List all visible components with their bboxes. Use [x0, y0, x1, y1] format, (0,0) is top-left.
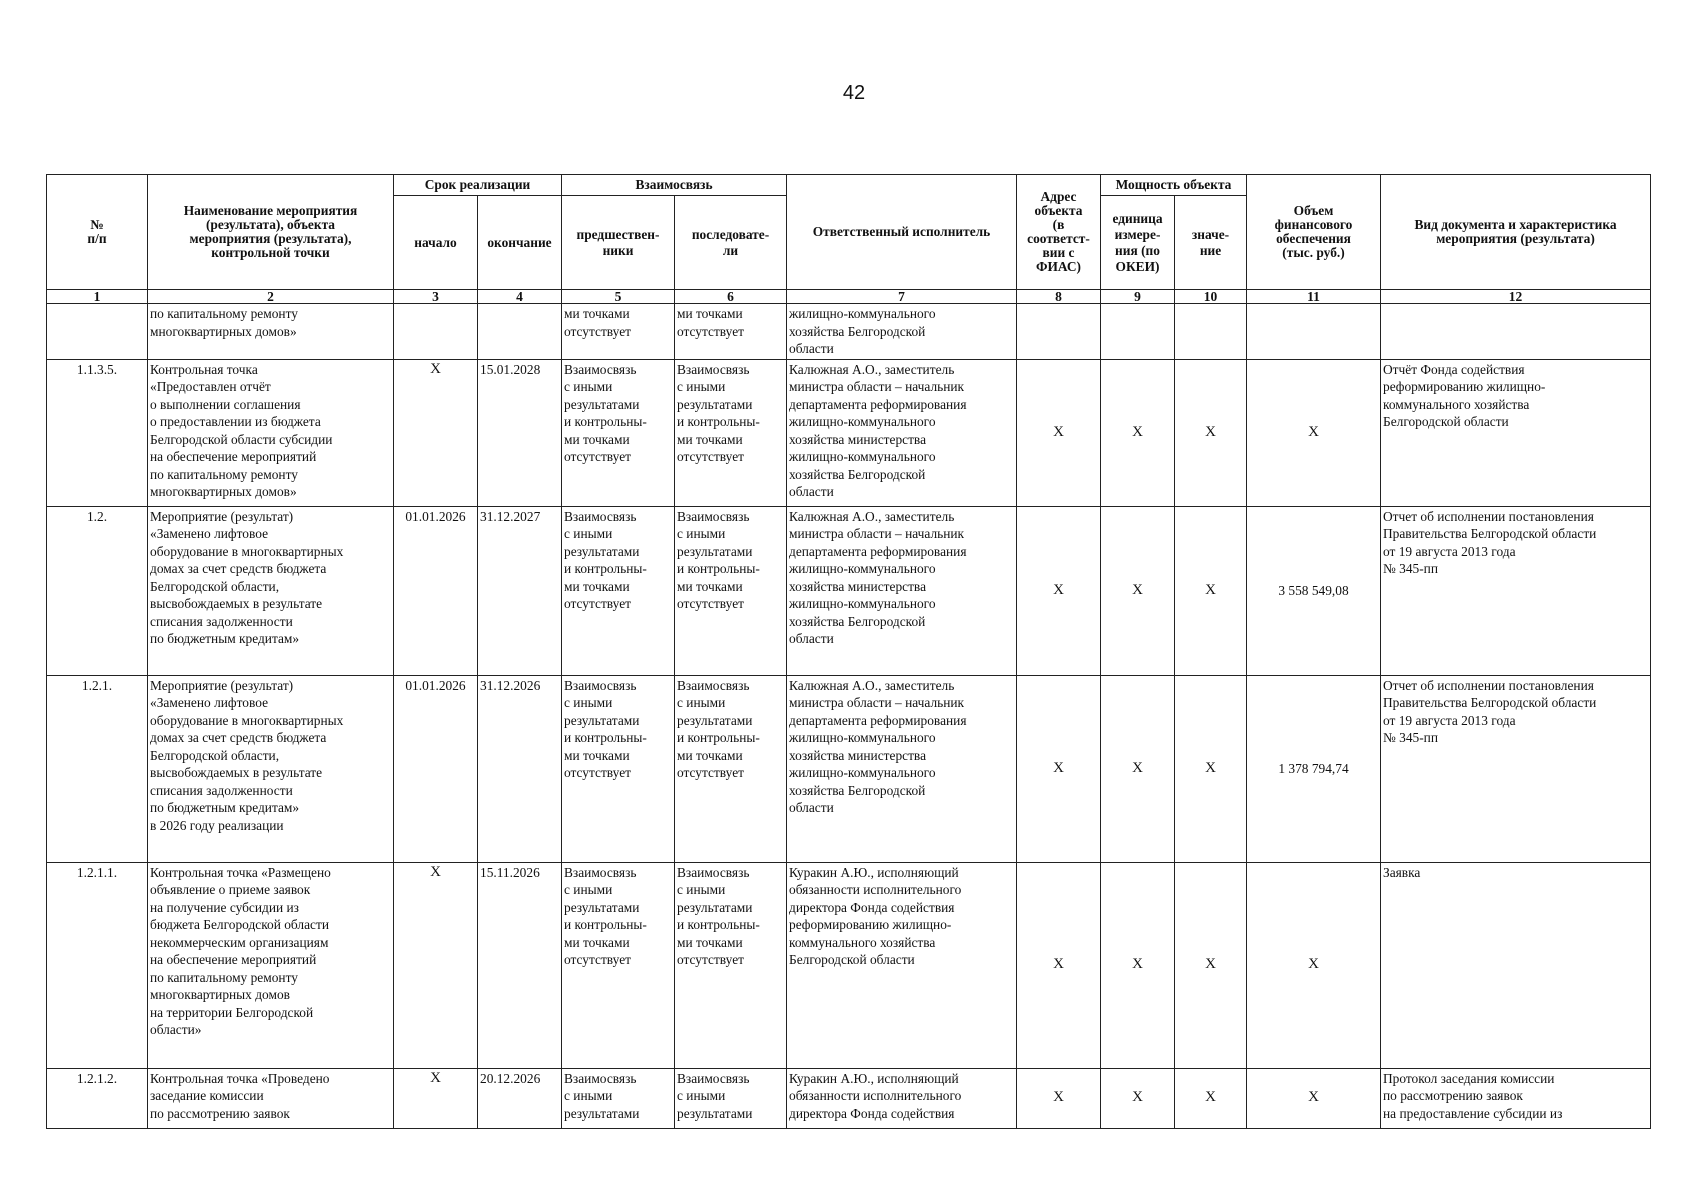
row-executor: Калюжная А.О., заместитель министра области – начальник департамента реформирования жилищно-коммунального хозяйства министерства жилищно-коммунального хозяйства Белгородской области	[787, 506, 1017, 675]
row-end: 31.12.2026	[478, 675, 562, 862]
row-successors: Взаимосвязь с иными результатами	[675, 1068, 787, 1128]
col-number: 11	[1247, 290, 1381, 304]
row-finance: 1 378 794,74	[1247, 675, 1381, 862]
header-name: Наименование мероприятия (результата), объекта мероприятия (результата), контрольной точки	[148, 175, 394, 290]
row-unit: X	[1101, 359, 1175, 506]
header-value: значе- ние	[1175, 196, 1247, 290]
row-name: по капитальному ремонту многоквартирных домов»	[148, 304, 394, 360]
row-unit: X	[1101, 1068, 1175, 1128]
row-num	[47, 304, 148, 360]
row-name: Мероприятие (результат) «Заменено лифтовое оборудование в многоквартирных домах за счет средств бюджета Белгородской области, высвобождаемых в результате списания задолженности по бюджетным кредитам»	[148, 506, 394, 675]
row-num: 1.2.	[47, 506, 148, 675]
header-num: № п/п	[47, 175, 148, 290]
row-start: X	[394, 1068, 478, 1128]
row-finance	[1247, 304, 1381, 360]
row-predecessors: Взаимосвязь с иными результатами и контрольны- ми точками отсутствует	[562, 862, 675, 1068]
col-number: 6	[675, 290, 787, 304]
row-doc: Отчет об исполнении постановления Правительства Белгородской области от 19 августа 2013 года № 345-пп	[1381, 506, 1651, 675]
row-predecessors: ми точками отсутствует	[562, 304, 675, 360]
row-predecessors: Взаимосвязь с иными результатами и контрольны- ми точками отсутствует	[562, 675, 675, 862]
header-capacity-group: Мощность объекта	[1101, 175, 1247, 196]
col-number: 10	[1175, 290, 1247, 304]
row-unit: X	[1101, 862, 1175, 1068]
header-end: окончание	[478, 196, 562, 290]
row-end: 15.11.2026	[478, 862, 562, 1068]
table-row	[47, 1068, 1651, 1128]
row-value: X	[1175, 1068, 1247, 1128]
table-row	[47, 506, 1651, 675]
row-start	[394, 304, 478, 360]
row-num: 1.1.3.5.	[47, 359, 148, 506]
header-successors: последовате- ли	[675, 196, 787, 290]
row-end: 20.12.2026	[478, 1068, 562, 1128]
row-successors: Взаимосвязь с иными результатами и контрольны- ми точками отсутствует	[675, 675, 787, 862]
row-unit: X	[1101, 675, 1175, 862]
row-doc: Отчет об исполнении постановления Правительства Белгородской области от 19 августа 2013 года № 345-пп	[1381, 675, 1651, 862]
row-start: 01.01.2026	[394, 506, 478, 675]
row-value: X	[1175, 862, 1247, 1068]
row-finance: X	[1247, 862, 1381, 1068]
row-doc: Протокол заседания комиссии по рассмотрению заявок на предоставление субсидии из	[1381, 1068, 1651, 1128]
row-value: X	[1175, 359, 1247, 506]
table-row	[47, 862, 1651, 1068]
row-finance: X	[1247, 359, 1381, 506]
plan-table-container	[46, 174, 1651, 1129]
header-predecessors: предшествен- ники	[562, 196, 675, 290]
row-executor: Куракин А.Ю., исполняющий обязанности исполнительного директора Фонда содействия	[787, 1068, 1017, 1128]
row-value: X	[1175, 506, 1247, 675]
row-end: 15.01.2028	[478, 359, 562, 506]
col-number: 3	[394, 290, 478, 304]
row-start: X	[394, 359, 478, 506]
header-doc: Вид документа и характеристика мероприятия (результата)	[1381, 175, 1651, 290]
header-finance: Объем финансового обеспечения (тыс. руб.)	[1247, 175, 1381, 290]
row-unit: X	[1101, 506, 1175, 675]
row-finance: 3 558 549,08	[1247, 506, 1381, 675]
row-value	[1175, 304, 1247, 360]
row-predecessors: Взаимосвязь с иными результатами и контрольны- ми точками отсутствует	[562, 359, 675, 506]
table-row	[47, 359, 1651, 506]
row-finance: X	[1247, 1068, 1381, 1128]
row-doc: Отчёт Фонда содействия реформированию жилищно- коммунального хозяйства Белгородской области	[1381, 359, 1651, 506]
col-number: 2	[148, 290, 394, 304]
header-executor: Ответственный исполнитель	[787, 175, 1017, 290]
row-executor: жилищно-коммунального хозяйства Белгородской области	[787, 304, 1017, 360]
col-number: 5	[562, 290, 675, 304]
row-num: 1.2.1.2.	[47, 1068, 148, 1128]
row-address: X	[1017, 359, 1101, 506]
header-period-group: Срок реализации	[394, 175, 562, 196]
col-number: 8	[1017, 290, 1101, 304]
header-address: Адрес объекта (в соответст- вии с ФИАС)	[1017, 175, 1101, 290]
row-address	[1017, 304, 1101, 360]
table-row	[47, 304, 1651, 360]
row-executor: Куракин А.Ю., исполняющий обязанности исполнительного директора Фонда содействия реформированию жилищно- коммунального хозяйства Белгородской области	[787, 862, 1017, 1068]
row-successors: Взаимосвязь с иными результатами и контрольны- ми точками отсутствует	[675, 506, 787, 675]
row-predecessors: Взаимосвязь с иными результатами	[562, 1068, 675, 1128]
row-doc	[1381, 304, 1651, 360]
col-number: 7	[787, 290, 1017, 304]
header-relation-group: Взаимосвязь	[562, 175, 787, 196]
row-executor: Калюжная А.О., заместитель министра области – начальник департамента реформирования жилищно-коммунального хозяйства министерства жилищно-коммунального хозяйства Белгородской области	[787, 359, 1017, 506]
row-executor: Калюжная А.О., заместитель министра области – начальник департамента реформирования жилищно-коммунального хозяйства министерства жилищно-коммунального хозяйства Белгородской области	[787, 675, 1017, 862]
col-number: 9	[1101, 290, 1175, 304]
row-address: X	[1017, 1068, 1101, 1128]
row-start: X	[394, 862, 478, 1068]
page-number: 42	[842, 82, 866, 104]
row-successors: Взаимосвязь с иными результатами и контрольны- ми точками отсутствует	[675, 359, 787, 506]
row-address: X	[1017, 862, 1101, 1068]
row-start: 01.01.2026	[394, 675, 478, 862]
row-address: X	[1017, 506, 1101, 675]
row-end: 31.12.2027	[478, 506, 562, 675]
row-num: 1.2.1.1.	[47, 862, 148, 1068]
row-name: Контрольная точка «Проведено заседание комиссии по рассмотрению заявок	[148, 1068, 394, 1128]
row-unit	[1101, 304, 1175, 360]
row-end	[478, 304, 562, 360]
row-successors: ми точками отсутствует	[675, 304, 787, 360]
header-start: начало	[394, 196, 478, 290]
row-name: Мероприятие (результат) «Заменено лифтовое оборудование в многоквартирных домах за счет средств бюджета Белгородской области, высвобождаемых в результате списания задолженности по бюджетным кредитам» в 2026 году реализации	[148, 675, 394, 862]
col-number: 12	[1381, 290, 1651, 304]
row-name: Контрольная точка «Размещено объявление о приеме заявок на получение субсидии из бюджета Белгородской области некоммерческим организациям на обеспечение мероприятий по капитальному ремонту многоквартирных домов на территории Белгородской области»	[148, 862, 394, 1068]
row-predecessors: Взаимосвязь с иными результатами и контрольны- ми точками отсутствует	[562, 506, 675, 675]
row-value: X	[1175, 675, 1247, 862]
header-unit: единица измере- ния (по ОКЕИ)	[1101, 196, 1175, 290]
row-successors: Взаимосвязь с иными результатами и контрольны- ми точками отсутствует	[675, 862, 787, 1068]
col-number: 4	[478, 290, 562, 304]
table-row	[47, 675, 1651, 862]
row-address: X	[1017, 675, 1101, 862]
row-name: Контрольная точка «Предоставлен отчёт о выполнении соглашения о предоставлении из бюджета Белгородской области субсидии на обеспечение мероприятий по капитальному ремонту многоквартирных домов»	[148, 359, 394, 506]
row-doc: Заявка	[1381, 862, 1651, 1068]
plan-table	[46, 174, 1651, 1129]
col-number: 1	[47, 290, 148, 304]
row-num: 1.2.1.	[47, 675, 148, 862]
